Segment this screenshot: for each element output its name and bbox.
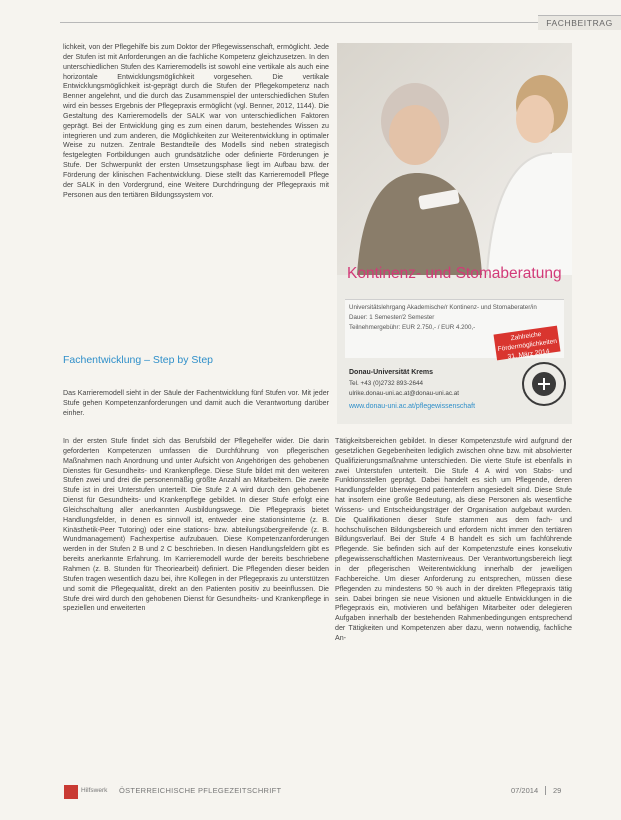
header-rule: [60, 22, 538, 23]
article-paragraph: Tätigkeitsbereichen gebildet. In dieser Kompetenzstufe wird aufgrund der gesetzlichen Gegebenheiten lediglich zwischen ohne bzw. mit absolvierter Qualifizierungsmaßnahme unterschieden. Die vierte Stufe ist ebenfalls in zwei Unterstufen unterteilt. Die Stufe 4 A wird von Stabs- und Funktionsstellen geprägt. Dabei handelt es sich um Pflegende, deren Handlungsfelder überwiegend patientenfern angesiedelt sind. Diese Stufe hat insofern eine große Bedeutung, als diese Personen als wesentliche Wissens- und Entscheidungsträger der Organisation aufgebaut wurden. Die Qualifikationen dieser Stufe stammen aus dem fach- und hochschulischen Bildungsbereich und erfordern nicht immer den tertiären Bildungsverlauf. Bei der Stufe 4 B handelt es sich um fachführende Pflegende. Sie befinden sich auf der Kompetenzstufe eines konsekutiv pflegewissenschaftlichen Masterniveaus. Der Verantwortungsbereich liegt in der pflegerischen Weiterentwicklung innerhalb der jeweiligen Fachbereiche. Um dieser Anforderung zu entsprechen, müssen diese Pflegenden zu mindestens 50 % auch in der direkten Pflegepraxis tätig sein. Dabei bringen sie neue Visionen und aktuelle Entwicklungen in die Pflegepraxis ein, motivieren und befähigen Mitarbeiter oder delegieren Aufgaben innerhalb der bestehenden Rahmenbedingungen entsprechend der Tätigkeiten und Kompetenzen aber dazu, wenn notwendig, fachliche An-: [335, 437, 572, 642]
ad-title: Kontinenz- und Stomaberatung: [347, 265, 562, 282]
footer-divider: [545, 786, 546, 795]
article-column-left-bottom: [63, 437, 329, 614]
ad-fee: Teilnehmergebühr: EUR 2.750,- / EUR 4.200,-: [349, 324, 476, 331]
hilfswerk-logo-icon: [64, 785, 78, 799]
page-number: 29: [553, 786, 562, 795]
section-label: FACHBEITRAG: [538, 15, 621, 30]
ad-course: Universitätslehrgang Akademische/r Kontinenz- und Stomaberater/in: [349, 304, 537, 311]
ad-info-box: [345, 299, 564, 361]
ad-phone: Tel. +43 (0)2732 893-2644: [349, 380, 424, 387]
article-column-left-top: [63, 43, 329, 201]
article-column-right-bottom: [335, 437, 572, 644]
article-paragraph: lichkeit, von der Pflegehilfe bis zum Doktor der Pflegewissenschaft, ermöglicht. Jede der Stufen ist mit Anforderungen an die fachliche Kompetenz gleichzusetzen. In den unterschiedlichen Stufen des Karrieremodells ist sowohl eine vertikale als auch eine horizontale Entwicklungsmöglichkeit vorgesehen. Die vertikale Entwicklungsmöglichkeit ist-geprägt durch die Stufen der Pflegekompetenz nach Benner angelehnt, und die durch das Zusammenspiel der unterschiedlichen Stufen wird ein besses Ergebnis der Pflegepraxis ermöglicht (vgl. Benner, 2012, 1144). Die Gestaltung des Karrieremodells der SALK war von unterschiedlichen Faktoren geprägt. Bei der Entwicklung ging es zum einen darum, bestehendes Wissen zu integrieren und zum anderen, die Möglichkeiten zur Weiterentwicklung in optimaler Weise zu nutzen. Zentrale Bestandteile des Modells sind neben strategisch festgelegten Fortbildungen auch grundsätzliche oder definierte Förderungen je Stufe. Der Schwerpunkt der ersten Umsetzungsphase liegt im Aufbau bzw. der Förderung der klinischen Fachentwicklung. Diese stellt das Karrieremodell Pflege der SALK in den Vordergrund, eine Weitere Durchdringung der Pflegepraxis mit Personen aus den tertiären Bildungssystem vor.: [63, 43, 329, 199]
ad-university: Donau-Universität Krems: [349, 369, 434, 376]
ad-duration: Dauer: 1 Semester/2 Semester: [349, 314, 435, 321]
advertisement: [337, 43, 572, 424]
university-logo-icon: [521, 361, 567, 407]
ad-deadline-badge: Zahlreiche Fördermöglichkeiten 31. März 2014: [494, 326, 561, 361]
article-paragraph: In der ersten Stufe findet sich das Berufsbild der Pflegehelfer wider. Die darin geforderten Kompetenzen umfassen die Durchführung von pflegerischen Maßnahmen nach Anordnung und unter Aufsicht von Angehörigen des gehobenen Dienstes für Gesundheits- und Krankenpflege. Diese Stufe bildet mit den weiteren Stufen zwei und drei die personenmäßig größte Anzahl an Mitarbeitern. Die zweite Stufe ist in drei Unterstufen unterteilt. Die Stufe 2 A wird durch den gehobenen Dienst für Gesundheits- und Krankenpflege gebildet. In dieser Stufe erfolgt eine Gleichschaltung aller anerkannten Ausbildungswege. Die Pflegepraxis bietet Handlungsfelder, in denen es sinnvoll ist, entweder eine stationsinterne (z. B. Kinästhetik-Peer Tutoring) oder eine stations- bzw. abteilungsübergreifende (z. B. Wundmanagement) Fachexpertise aufzubauen. Diese Kompetenzanforderungen werden in der Stufen 2 B und 2 C beschrieben. In diesen Handlungsfeldern gibt es bereits anerkannte Erfahrung. Im Karrieremodell wurde der bereits beschriebene Rahmen (z. B. Stunden für Theoriearbeit) definiert. Die Pflegenden dieser beiden Stufen tragen wesentlich dazu bei, ihre Kollegen in der Pflegepraxis zu unterstützen und somit die Pflegequalität, direkt an den Patienten positiv zu beeinflussen. Die Stufe drei wird durch den gehobenen Dienst für Gesundheits- und Krankenpflege in speziellen und erweiterten: [63, 437, 329, 613]
footer-issue: 07/2014: [511, 786, 539, 795]
intro-paragraph: Das Karrieremodell sieht in der Säule der Fachentwicklung fünf Stufen vor. Mit jeder Stufe gehen Kompetenzanforderungen und damit auch die Verantwortung darüber einher.: [63, 389, 329, 417]
ad-email[interactable]: ulrike.donau-uni.ac.at@donau-uni.ac.at: [349, 390, 460, 397]
ad-url-link[interactable]: www.donau-uni.ac.at/pflegewissenschaft: [349, 403, 476, 410]
section-heading: Fachentwicklung – Step by Step: [63, 354, 214, 366]
footer-magazine: ÖSTERREICHISCHE PFLEGEZEITSCHRIFT: [119, 786, 282, 795]
ad-photo: [337, 43, 572, 275]
footer-brand: Hilfswerk: [81, 787, 108, 794]
